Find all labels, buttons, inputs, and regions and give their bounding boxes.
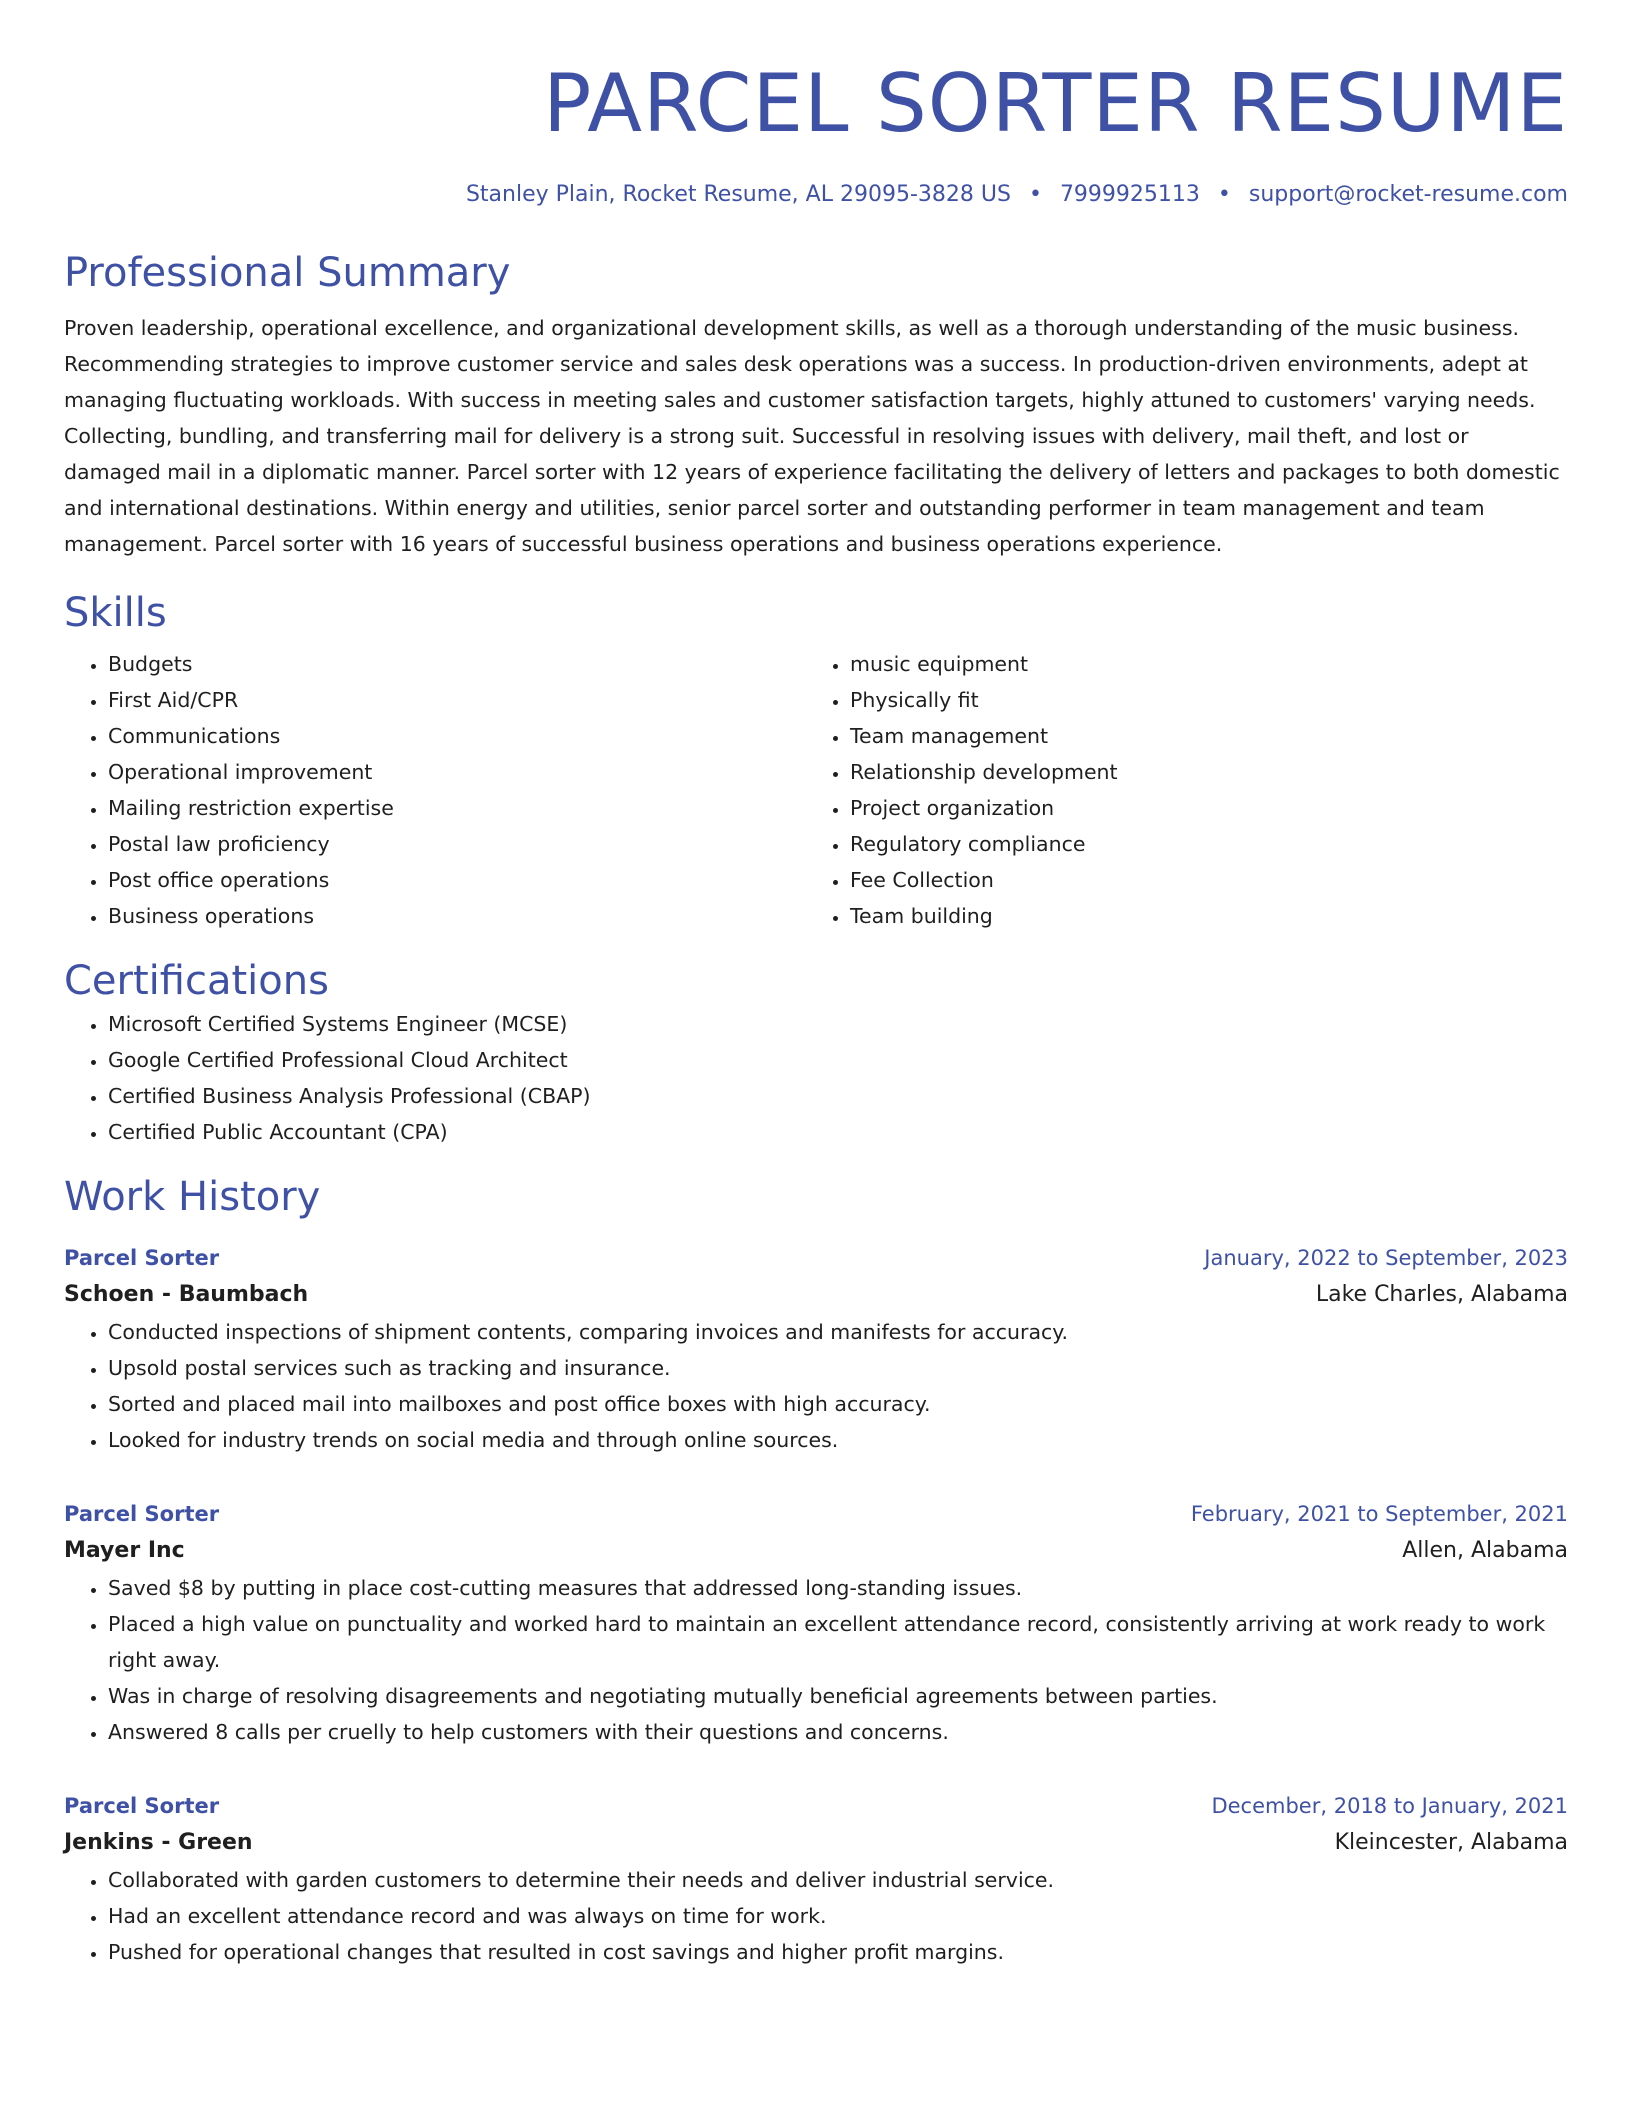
contact-separator: • (1217, 182, 1231, 207)
skill-item: • Project organization (850, 790, 1548, 826)
skill-item: • Business operations (108, 898, 806, 934)
job-dates: February, 2021 to September, 2021 (1190, 1502, 1568, 1526)
skills-column-left (64, 646, 806, 934)
job-title: Parcel Sorter (64, 1502, 220, 1526)
contact-separator: • (1028, 182, 1042, 207)
job-bullet: • Upsold postal services such as tracking and insurance. (108, 1350, 1568, 1386)
certifications-list (64, 1006, 1568, 1150)
skill-item: • Relationship development (850, 754, 1548, 790)
skills-heading: Skills (64, 590, 167, 636)
job-bullet: • Had an excellent attendance record and was always on time for work. (108, 1898, 1568, 1934)
contact-phone: 7999925113 (1059, 182, 1200, 207)
job-bullet-list (64, 1862, 1568, 1970)
job-entry (64, 1240, 1568, 1458)
job-header-row (64, 1788, 1568, 1824)
skill-item: • Operational improvement (108, 754, 806, 790)
job-bullet: • Pushed for operational changes that resulted in cost savings and higher profit margins. (108, 1934, 1568, 1970)
job-title: Parcel Sorter (64, 1246, 220, 1270)
contact-address: Stanley Plain, Rocket Resume, AL 29095-3828 US (465, 182, 1011, 207)
certifications-heading: Certifications (64, 958, 329, 1004)
contact-line (64, 180, 1568, 210)
skills-column-right (806, 646, 1548, 934)
job-location: Kleincester, Alabama (1334, 1830, 1568, 1855)
skill-item: • Postal law proficiency (108, 826, 806, 862)
job-company: Mayer Inc (64, 1538, 185, 1563)
skill-item: • Post office operations (108, 862, 806, 898)
job-bullet: • Answered 8 calls per cruelly to help customers with their questions and concerns. (108, 1714, 1568, 1750)
summary-heading: Professional Summary (64, 250, 511, 296)
job-bullet: • Was in charge of resolving disagreements and negotiating mutually beneficial agreements between parties. (108, 1678, 1568, 1714)
job-company-row (64, 1532, 1568, 1570)
job-company-row (64, 1276, 1568, 1314)
job-bullet: • Placed a high value on punctuality and worked hard to maintain an excellent attendance record, consistently arriving at work ready to work right away. (108, 1606, 1568, 1678)
job-bullet: • Conducted inspections of shipment contents, comparing invoices and manifests for accuracy. (108, 1314, 1568, 1350)
job-entry (64, 1496, 1568, 1750)
skill-item: • Team building (850, 898, 1548, 934)
job-entry (64, 1788, 1568, 1970)
job-company-row (64, 1824, 1568, 1862)
skill-item: • Budgets (108, 646, 806, 682)
skills-columns (64, 646, 1568, 934)
skills-list-right (806, 646, 1548, 934)
skill-item: • Regulatory compliance (850, 826, 1548, 862)
job-bullet: • Saved $8 by putting in place cost-cutting measures that addressed long-standing issues. (108, 1570, 1568, 1606)
certification-item: • Certified Public Accountant (CPA) (108, 1114, 1568, 1150)
job-bullet: • Sorted and placed mail into mailboxes and post office boxes with high accuracy. (108, 1386, 1568, 1422)
job-dates: January, 2022 to September, 2023 (1204, 1246, 1568, 1270)
certification-item: • Microsoft Certified Systems Engineer (MCSE) (108, 1006, 1568, 1042)
skill-item: • music equipment (850, 646, 1548, 682)
skill-item: • First Aid/CPR (108, 682, 806, 718)
job-location: Allen, Alabama (1402, 1538, 1568, 1563)
job-title: Parcel Sorter (64, 1794, 220, 1818)
certification-item: • Certified Business Analysis Professional (CBAP) (108, 1078, 1568, 1114)
job-company: Schoen - Baumbach (64, 1282, 309, 1307)
skill-item: • Fee Collection (850, 862, 1548, 898)
job-bullet-list (64, 1570, 1568, 1750)
job-bullet-list (64, 1314, 1568, 1458)
skill-item: • Communications (108, 718, 806, 754)
job-header-row (64, 1240, 1568, 1276)
contact-email: support@rocket-resume.com (1248, 182, 1568, 207)
job-bullet: • Collaborated with garden customers to determine their needs and deliver industrial service. (108, 1862, 1568, 1898)
job-header-row (64, 1496, 1568, 1532)
resume-title: PARCEL SORTER RESUME (543, 57, 1568, 150)
job-location: Lake Charles, Alabama (1315, 1282, 1568, 1307)
summary-text: Proven leadership, operational excellence, and organizational development skills, as well as a thorough understanding of the music business. Recommending strategies to improve customer service and sales desk operations was a success. In production-driven environments, adept at managing fluctuating workloads. With success in meeting sales and customer satisfaction targets, highly attuned to customers' varying needs. Collecting, bundling, and transferring mail for delivery is a strong suit. Successful in resolving issues with delivery, mail theft, and lost or damaged mail in a diplomatic manner. Parcel sorter with 12 years of experience facilitating the delivery of letters and packages to both domestic and international destinations. Within energy and utilities, senior parcel sorter and outstanding performer in team management and team management. Parcel sorter with 16 years of successful business operations and business operations experience. (64, 316, 1560, 556)
skill-item: • Mailing restriction expertise (108, 790, 806, 826)
job-company: Jenkins - Green (64, 1830, 253, 1855)
skill-item: • Team management (850, 718, 1548, 754)
job-dates: December, 2018 to January, 2021 (1211, 1794, 1568, 1818)
certification-item: • Google Certified Professional Cloud Architect (108, 1042, 1568, 1078)
work-history-heading: Work History (64, 1174, 321, 1220)
resume-page (64, 0, 1568, 1970)
job-bullet: • Looked for industry trends on social media and through online sources. (108, 1422, 1568, 1458)
skill-item: • Physically fit (850, 682, 1548, 718)
skills-list-left (64, 646, 806, 934)
